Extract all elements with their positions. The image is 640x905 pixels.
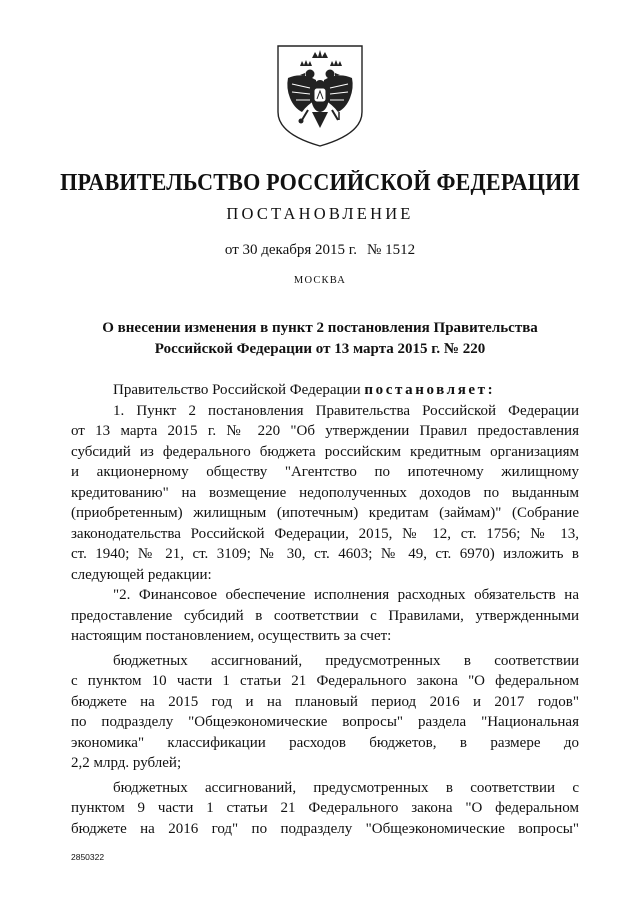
decree-keyword: постановляет: bbox=[364, 382, 496, 398]
document-subject bbox=[60, 318, 580, 360]
body-line: бюджетных ассигнований, предусмотренных в соответствии с bbox=[113, 779, 579, 796]
body-line: ст. 1940; № 21, ст. 3109; № 30, ст. 4603; № 49, ст. 6970) изложить в bbox=[71, 546, 579, 562]
body-line: (приобретенным) жилищным (ипотечным) кредитам (займам)" (Собрание bbox=[71, 505, 579, 521]
document-date: от 30 декабря 2015 г. bbox=[224, 242, 358, 258]
body-line: настоящим постановлением, осуществить за счет: bbox=[71, 628, 392, 644]
body-line: от 13 марта 2015 г. № 220 "Об утверждении Правил предоставления bbox=[71, 423, 579, 439]
body-line: по подразделу "Общеэкономические вопросы" раздела "Национальная bbox=[71, 714, 579, 730]
document-body bbox=[71, 380, 579, 839]
coat-of-arms-emblem-icon bbox=[272, 42, 368, 150]
body-line: пунктом 9 части 1 статьи 21 Федерального закона "О федеральном bbox=[71, 800, 579, 816]
document-type: ПОСТАНОВЛЕНИЕ bbox=[226, 204, 414, 223]
body-line: 2,2 млрд. рублей; bbox=[71, 755, 182, 771]
body-line: "2. Финансовое обеспечение исполнения расходных обязательств на bbox=[113, 587, 579, 603]
body-line: с пунктом 10 части 1 статьи 21 Федерального закона "О федеральном bbox=[71, 673, 579, 689]
body-line: предоставление субсидий в соответствии с Правилами, утвержденными bbox=[71, 607, 579, 624]
government-title: ПРАВИТЕЛЬСТВО РОССИЙСКОЙ ФЕДЕРАЦИИ bbox=[60, 170, 580, 196]
city-name: МОСКВА bbox=[293, 275, 347, 286]
body-line: законодательства Российской Федерации, 2015, № 12, ст. 1756; № 13, bbox=[71, 525, 579, 542]
intro-text: Правительство Российской Федерации bbox=[113, 382, 361, 398]
document-code: 2850322 bbox=[71, 852, 105, 862]
body-line: бюджетных ассигнований, предусмотренных в соответствии bbox=[113, 652, 579, 669]
body-line: и акционерному обществу "Агентство по ипотечному жилищному bbox=[71, 464, 579, 480]
subject-line: Российской Федерации от 13 марта 2015 г. № 220 bbox=[154, 341, 486, 357]
body-line: бюджете на 2016 год" по подразделу "Общеэкономические вопросы" bbox=[71, 820, 579, 837]
body-line: кредитованию" на возмещение недополученных доходов по выданным bbox=[71, 484, 579, 501]
date-line bbox=[0, 242, 640, 259]
intro-line bbox=[71, 380, 579, 401]
document-number: № 1512 bbox=[367, 242, 416, 258]
subject-line: О внесении изменения в пункт 2 постановления Правительства bbox=[102, 320, 538, 336]
body-line: экономика" классификации расходов бюджетов, в размере до bbox=[71, 734, 579, 751]
body-line: 1. Пункт 2 постановления Правительства Российской Федерации bbox=[113, 402, 579, 419]
body-line: следующей редакции: bbox=[71, 566, 212, 583]
body-line: субсидий из федерального бюджета российским кредитным организациям bbox=[71, 443, 579, 460]
body-line: бюджете на 2015 год и на плановый период 2016 и 2017 годов" bbox=[71, 693, 579, 710]
